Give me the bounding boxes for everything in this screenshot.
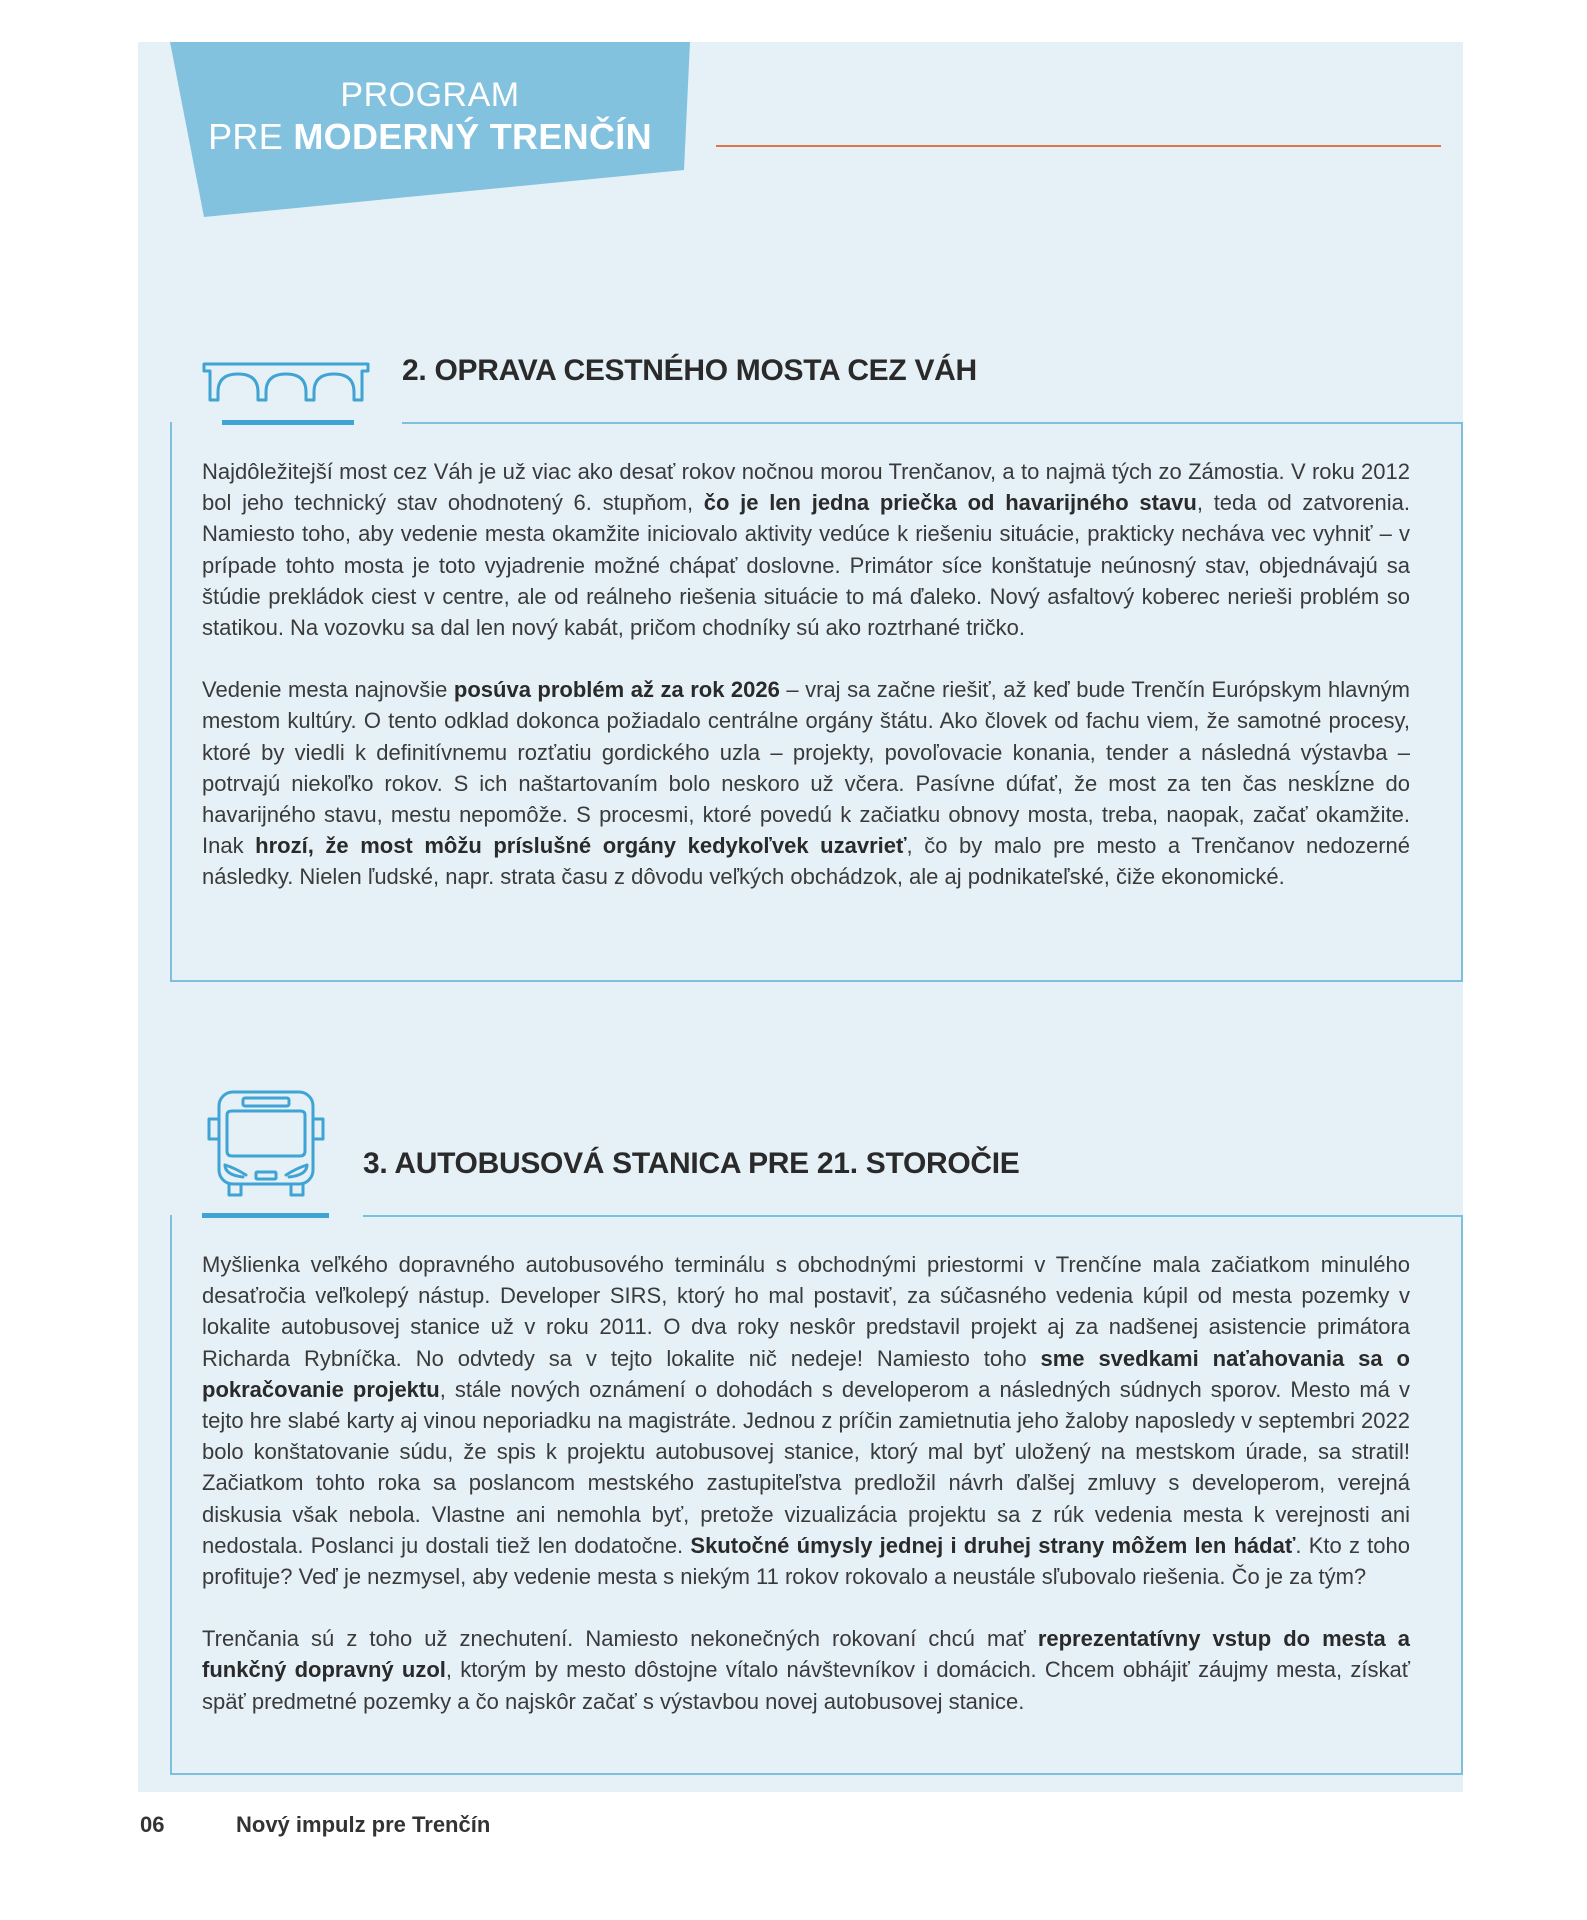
paragraph-text: , čo by malo pre mesto a Trenčanov nedozerné následky. Nielen ľudské, napr. strata času z dôvodu veľkých obchádzok, ale aj podnikateľské, čiže ekonomické. — [202, 833, 1410, 890]
section-3-paragraph-2 — [202, 1623, 1410, 1717]
paragraph-text: , teda od zatvorenia. Namiesto toho, aby vedenie mesta okamžite iniciovalo aktivity vedúce k riešeniu situácie, prakticky necháva vec vyhniť – v prípade tohto mosta je toto vyjadrenie možné chápať doslovne. Primátor síce konštatuje neúnosný stav, objednávajú sa štúdie prekládok ciest v centre, ale od reálneho riešenia situácie to má ďaleko. Nový asfaltový koberec nerieši problém so statikou. Na vozovku sa dal len nový kabát, pričom chodníky sú ako roztrhané tričko. — [202, 490, 1411, 641]
banner-line-modern — [170, 116, 690, 158]
section-3-paragraph-1 — [202, 1249, 1410, 1592]
banner-line-program: PROGRAM — [340, 76, 520, 114]
section-2-body — [202, 456, 1410, 893]
paragraph-text: Najdôležitejší most cez Váh je už viac ako desať rokov nočnou morou Trenčanov, a to najmä tých zo Zámostia. V roku 2012 bol jeho technický stav ohodnotený 6. stupňom, — [202, 459, 1410, 516]
paragraph-text: – vraj sa začne riešiť, až keď bude Trenčín Európskym hlavným mestom kultúry. O tento odklad dokonca požiadalo centrálne orgány štátu. Ako človek od fachu viem, že samotné procesy, ktoré by viedli k definitívnemu rozťatiu gordického uzla – projekty, povoľovacie konania, tender a následná výstavba – potrvajú niekoľko rokov. S ich naštartovaním bolo neskoro už včera. Pasívne dúfať, že most za ten čas neskĺzne do havarijného stavu, mestu nepomôže. S procesmi, ktoré povedú k začiatku obnovy mosta, treba, naopak, začať okamžite. Inak — [202, 677, 1410, 859]
bus-icon — [203, 1089, 328, 1201]
emphasis-text: reprezentatívny vstup do mesta a funkčný dopravný uzol — [202, 1626, 1410, 1683]
section-2-paragraph-2 — [202, 674, 1410, 892]
emphasis-text: sme svedkami naťahovania sa o pokračovanie projektu — [202, 1345, 1410, 1402]
emphasis-text: posúva problém až za rok 2026 — [453, 677, 780, 703]
header-divider — [716, 145, 1441, 147]
section-2-title: 2. OPRAVA CESTNÉHO MOSTA CEZ VÁH — [402, 354, 977, 387]
section-3-title: 3. AUTOBUSOVÁ STANICA PRE 21. STOROČIE — [363, 1147, 1020, 1180]
paragraph-text: Trenčania sú z toho už znechutení. Namiesto nekonečných rokovaní chcú mať — [202, 1626, 1038, 1652]
program-banner — [170, 42, 690, 217]
paragraph-text: Vedenie mesta najnovšie — [202, 677, 454, 703]
paragraph-text: , stále nových oznámení o dohodách s developerom a následných súdnych sporov. Mesto má v tejto hre slabé karty aj vinou neporiadku na magistráte. Jednou z príčin zamietnutia jeho žaloby naposledy v septembri 2022 bolo konštatovanie súdu, že spis k projektu autobusovej stanice, ktorý mal byť uložený na mestskom úrade, sa stratil! Začiatkom tohto roka sa poslancom mestského zastupiteľstva predložil návrh ďalšej zmluvy s developerom, verejná diskusia však nebola. Vlastne ani nemohla byť, pretože vizualizácia projektu sa z rúk vedenia mesta k verejnosti ani nedostala. Poslanci ju dostali tiež len dodatočne. — [202, 1376, 1410, 1558]
banner-line-modern-trencin: MODERNÝ TRENČÍN — [293, 116, 652, 157]
paragraph-text: , ktorým by mesto dôstojne vítalo návštevníkov i domácich. Chcem obhájiť záujmy mesta, získať späť predmetné pozemky a čo najskôr začať s výstavbou novej autobusovej stanice. — [202, 1657, 1410, 1714]
page-number: 06 — [140, 1812, 165, 1837]
section-3-body — [202, 1249, 1410, 1717]
emphasis-text: čo je len jedna priečka od havarijného stavu — [703, 490, 1197, 516]
paragraph-text: . Kto z toho profituje? Veď je nezmysel, aby vedenie mesta s niekým 11 rokov rokovalo a neustále sľubovalo riešenia. Čo je za tým? — [202, 1532, 1410, 1590]
banner-title — [170, 74, 690, 158]
banner-line-pre: PRE — [208, 116, 294, 157]
emphasis-text: hrozí, že most môžu príslušné orgány kedykoľvek uzavrieť — [255, 833, 907, 859]
paragraph-text: Myšlienka veľkého dopravného autobusového terminálu s obchodnými priestormi v Trenčíne mala začiatkom minulého desaťročia veľkolepý nástup. Developer SIRS, ktorý ho mal postaviť, za súčasného vedenia kúpil od mesta pozemky v lokalite autobusovej stanice už v roku 2011. O dva roky neskôr predstavil projekt aj za nadšenej asistencie primátora Richarda Rybníčka. No odvtedy sa v tejto lokalite nič nedeje! Namiesto toho — [202, 1252, 1410, 1371]
section-2-paragraph-1 — [202, 456, 1410, 643]
emphasis-text: Skutočné úmysly jednej i druhej strany môžem len hádať — [690, 1532, 1296, 1558]
publication-name: Nový impulz pre Trenčín — [236, 1812, 491, 1837]
bridge-icon — [202, 362, 370, 402]
